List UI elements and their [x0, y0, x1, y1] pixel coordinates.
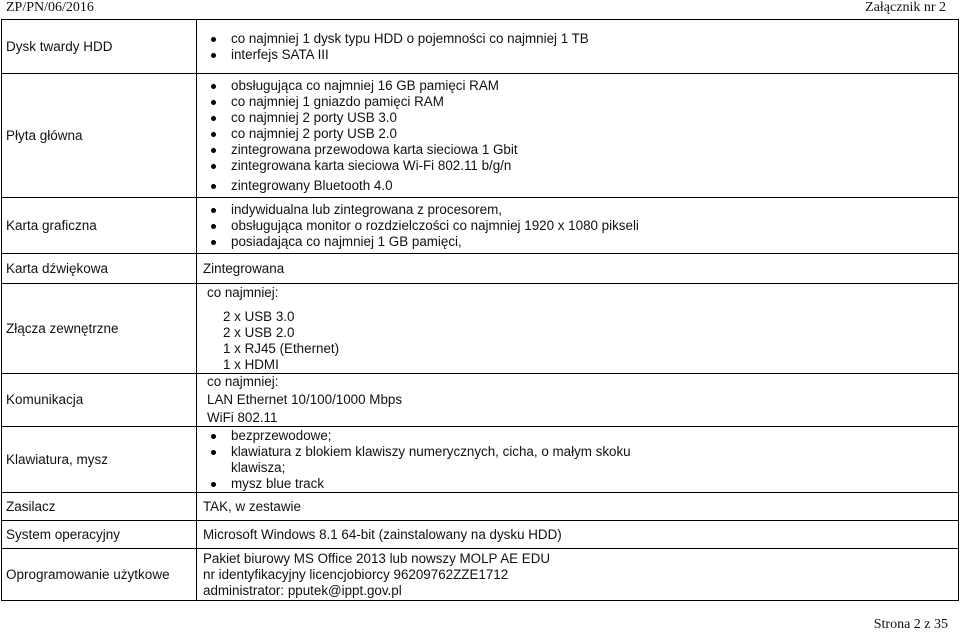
list-item: 1 x HDMI	[223, 356, 279, 372]
row-value	[197, 20, 959, 74]
document-number: ZP/PN/06/2016	[6, 0, 94, 15]
bullet-list	[203, 202, 958, 250]
software-line: administrator: pputek@ippt.gov.pl	[203, 582, 402, 598]
table-row-hdd	[2, 20, 959, 74]
list-item: 2 x USB 2.0	[223, 324, 295, 340]
row-label: System operacyjny	[2, 521, 197, 549]
list-item: obsługująca co najmniej 16 GB pamięci RAM	[203, 78, 958, 94]
comm-intro: co najmniej:	[207, 374, 279, 389]
attachment-label: Załącznik nr 2	[865, 0, 946, 15]
specification-table	[1, 19, 959, 601]
row-value	[197, 549, 959, 601]
list-item: co najmniej 1 dysk typu HDD o pojemności co najmniej 1 TB	[203, 31, 958, 47]
list-item: LAN Ethernet 10/100/1000 Mbps	[207, 392, 403, 407]
table-row-keyboard	[2, 427, 959, 493]
table-row-sound	[2, 254, 959, 284]
table-row-ports	[2, 284, 959, 374]
row-label: Złącza zewnętrzne	[2, 284, 197, 374]
row-value	[197, 374, 959, 427]
row-value: Microsoft Windows 8.1 64-bit (zainstalowany na dysku HDD)	[197, 521, 959, 549]
list-item: mysz blue track	[203, 476, 658, 492]
list-item: zintegrowany Bluetooth 4.0	[203, 178, 958, 194]
page-number: Strona 2 z 35	[873, 617, 948, 632]
row-value	[197, 427, 959, 493]
list-item: co najmniej 2 porty USB 3.0	[203, 110, 958, 126]
row-label: Dysk twardy HDD	[2, 20, 197, 74]
list-item: obsługująca monitor o rozdzielczości co najmniej 1920 x 1080 pikseli	[203, 218, 958, 234]
row-value	[197, 74, 959, 198]
list-item: zintegrowana karta sieciowa Wi-Fi 802.11 b/g/n	[203, 158, 958, 174]
list-item: interfejs SATA III	[203, 47, 958, 63]
list-item: 1 x RJ45 (Ethernet)	[223, 340, 340, 356]
row-value	[197, 284, 959, 374]
software-line: Pakiet biurowy MS Office 2013 lub nowszy MOLP AE EDU	[203, 550, 551, 566]
row-value: TAK, w zestawie	[197, 493, 959, 521]
row-value: Zintegrowana	[197, 254, 959, 284]
list-item: 2 x USB 3.0	[223, 308, 295, 324]
row-label: Klawiatura, mysz	[2, 427, 197, 493]
list-item: klawiatura z blokiem klawiszy numerycznych, cicha, o małym skoku klawisza;	[203, 444, 658, 476]
list-item: co najmniej 2 porty USB 2.0	[203, 126, 958, 142]
table-row-comm	[2, 374, 959, 427]
bullet-list	[203, 31, 958, 63]
row-label: Komunikacja	[2, 374, 197, 427]
table-row-mainboard	[2, 74, 959, 198]
bullet-list	[203, 428, 958, 492]
row-label: Karta graficzna	[2, 198, 197, 254]
table-row-gpu	[2, 198, 959, 254]
list-item: WiFi 802.11	[207, 410, 278, 425]
list-item: co najmniej 1 gniazdo pamięci RAM	[203, 94, 958, 110]
row-label: Oprogramowanie użytkowe	[2, 549, 197, 601]
ports-intro: co najmniej:	[207, 284, 279, 300]
list-item: posiadająca co najmniej 1 GB pamięci,	[203, 234, 958, 250]
table-row-software	[2, 549, 959, 601]
row-label: Karta dźwiękowa	[2, 254, 197, 284]
list-item: indywidualna lub zintegrowana z procesorem,	[203, 202, 958, 218]
bullet-list	[203, 78, 958, 194]
list-item: bezprzewodowe;	[203, 428, 658, 444]
list-item: zintegrowana przewodowa karta sieciowa 1 Gbit	[203, 142, 958, 158]
row-label: Płyta główna	[2, 74, 197, 198]
row-value	[197, 198, 959, 254]
table-row-os	[2, 521, 959, 549]
table-row-psu	[2, 493, 959, 521]
software-line: nr identyfikacyjny licencjobiorcy 96209762ZZE1712	[203, 566, 509, 582]
row-label: Zasilacz	[2, 493, 197, 521]
